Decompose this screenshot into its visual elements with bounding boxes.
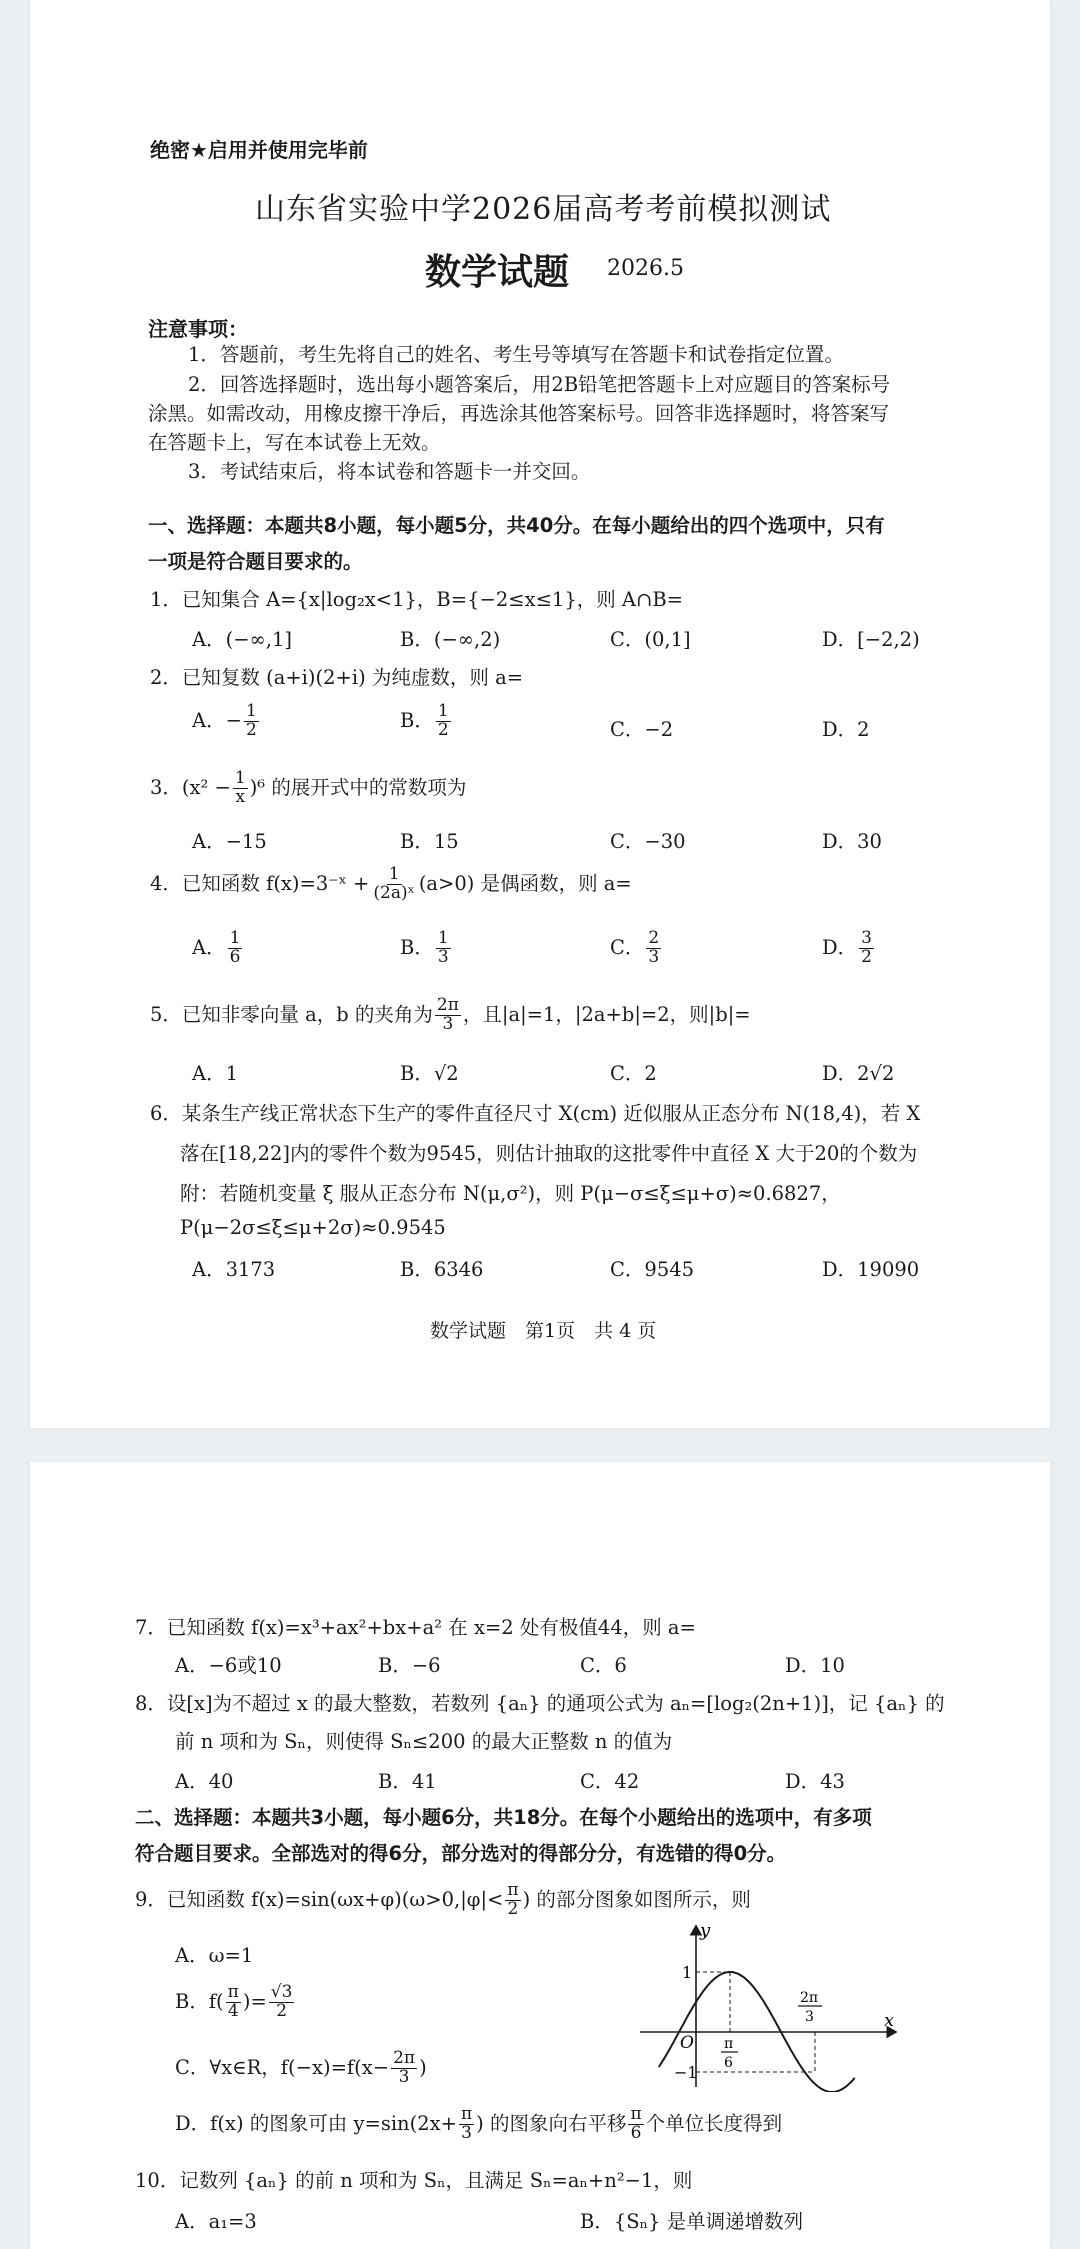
q9-b-fraction-1 xyxy=(226,1984,241,2021)
q4-option-d xyxy=(822,930,876,967)
q9-option-b xyxy=(175,1984,296,2021)
q7-option-c: C．6 xyxy=(580,1654,627,1677)
q5-option-d: D．2√2 xyxy=(822,1062,895,1085)
denominator: 3 xyxy=(437,946,449,967)
question-2-stem: 2．已知复数 (a+i)(2+i) 为纯虚数，则 a= xyxy=(150,666,524,689)
q4-a-fraction xyxy=(228,930,243,967)
numerator: 3 xyxy=(861,928,872,948)
q5-stem-post: ，且|a|=1，|2a+b|=2，则|b|= xyxy=(462,1002,751,1026)
exam-date: 2026.5 xyxy=(607,256,684,281)
q4-c-fraction xyxy=(646,930,661,967)
y-axis-label: y xyxy=(700,1922,711,1941)
q5-option-c: C．2 xyxy=(610,1062,657,1085)
denominator: 3 xyxy=(648,946,660,967)
question-8-line-1: 8．设[x]为不超过 x 的最大整数，若数列 {aₙ} 的通项公式为 aₙ=[log₂(2n+1)]，记 {aₙ} 的 xyxy=(135,1692,945,1715)
question-7-stem: 7．已知函数 f(x)=x³+ax²+bx+a² 在 x=2 处有极值44，则 a= xyxy=(135,1616,696,1639)
denominator: 3 xyxy=(442,1013,454,1034)
q4-b-label: B． xyxy=(400,935,434,959)
x-tick-2pi3-num: 2π xyxy=(800,1990,819,2006)
q9-d-mid: ) 的图象向右平移 xyxy=(476,2111,627,2135)
note-2-line-3: 在答题卡上，写在本试卷上无效。 xyxy=(148,431,441,454)
q9-stem-pre: 9．已知函数 f(x)=sin(ωx+φ)(ω>0,|φ|< xyxy=(135,1887,504,1911)
q2-option-b xyxy=(400,703,453,740)
q4-d-label: D． xyxy=(822,935,858,959)
q2-option-d: D．2 xyxy=(822,718,870,741)
exam-page-1 xyxy=(30,0,1050,1428)
x-tick-pi6-den: 6 xyxy=(724,2055,733,2071)
note-2-line-2: 涂黑。如需改动，用橡皮擦干净后，再选涂其他答案标号。回答非选择题时，将答案写 xyxy=(148,402,890,425)
denominator: 4 xyxy=(227,2000,239,2021)
q9-b-pre: B．f( xyxy=(175,1989,224,2013)
exam-page-2 xyxy=(30,1462,1050,2249)
numerator: 2 xyxy=(648,928,660,948)
q3-stem-pre: 3．(x² − xyxy=(150,775,231,799)
numerator: π xyxy=(630,2104,642,2124)
q4-option-c xyxy=(610,930,663,967)
question-6-line-3: 附：若随机变量 ξ 服从正态分布 N(μ,σ²)，则 P(μ−σ≤ξ≤μ+σ)≈0.6827， xyxy=(180,1182,841,1205)
q6-option-b: B．6346 xyxy=(400,1258,484,1281)
numerator: π xyxy=(227,1982,239,2002)
denominator: x xyxy=(235,786,246,807)
note-3: 3．考试结束后，将本试卷和答题卡一并交回。 xyxy=(188,460,591,483)
q9-stem-fraction xyxy=(505,1882,520,1919)
q8-option-c: C．42 xyxy=(580,1770,640,1793)
q2-a-label: A． xyxy=(192,708,226,732)
question-6-line-4: P(μ−2σ≤ξ≤μ+2σ)≈0.9545 xyxy=(180,1216,446,1239)
denominator: 2 xyxy=(245,719,257,740)
numerator: 1 xyxy=(437,928,449,948)
q1-option-d: D．[−2,2) xyxy=(822,628,920,651)
q9-d-fraction-2 xyxy=(628,2106,643,2143)
denominator: 6 xyxy=(630,2122,642,2143)
q2-a-sign: − xyxy=(225,708,242,732)
denominator: 2 xyxy=(861,946,872,967)
numerator: 1 xyxy=(388,864,400,884)
q10-option-b: B．{Sₙ} 是单调递增数列 xyxy=(580,2210,804,2233)
q9-c-post: ) xyxy=(419,2055,427,2079)
sine-graph-figure xyxy=(630,1922,910,2092)
q4-stem-post: (a>0) 是偶函数，则 a= xyxy=(418,871,632,895)
secret-label: 绝密★启用并使用完毕前 xyxy=(150,138,368,162)
denominator: 3 xyxy=(398,2066,410,2087)
q9-d-post: 个单位长度得到 xyxy=(645,2111,783,2135)
y-tick-neg-1: −1 xyxy=(674,2063,698,2082)
notes-heading: 注意事项： xyxy=(148,317,248,341)
note-1: 1．答题前，考生先将自己的姓名、考生号等填写在答题卡和试卷指定位置。 xyxy=(188,343,844,366)
question-3-stem xyxy=(150,770,466,807)
denominator: (2a)ˣ xyxy=(373,882,415,903)
q7-option-b: B．−6 xyxy=(378,1654,441,1677)
q4-d-fraction xyxy=(859,930,874,967)
q1-option-a: A．(−∞,1] xyxy=(192,628,292,651)
question-4-stem xyxy=(150,866,632,903)
q9-c-fraction xyxy=(391,2050,417,2087)
q7-option-d: D．10 xyxy=(785,1654,845,1677)
q4-option-b xyxy=(400,930,453,967)
q3-option-a: A．−15 xyxy=(192,830,267,853)
page-1-footer: 数学试题 第1页 共 4 页 xyxy=(430,1320,657,1342)
section-1-heading: 一、选择题：本题共8小题，每小题5分，共40分。在每小题给出的四个选项中，只有 xyxy=(148,514,885,537)
q2-b-label: B． xyxy=(400,708,434,732)
numerator: 1 xyxy=(245,701,257,721)
denominator: 2 xyxy=(276,2000,288,2021)
q8-option-d: D．43 xyxy=(785,1770,845,1793)
q3-option-c: C．−30 xyxy=(610,830,686,853)
q3-option-b: B．15 xyxy=(400,830,459,853)
q9-option-c xyxy=(175,2050,427,2087)
question-8-line-2: 前 n 项和为 Sₙ，则使得 Sₙ≤200 的最大正整数 n 的值为 xyxy=(175,1730,673,1753)
numerator: 1 xyxy=(437,701,449,721)
x-tick-2pi3-den: 3 xyxy=(805,2009,814,2025)
numerator: π xyxy=(507,1880,519,1900)
x-axis-label: x xyxy=(884,2010,895,2031)
q1-option-b: B．(−∞,2) xyxy=(400,628,501,651)
subject-title: 数学试题 xyxy=(425,252,570,293)
q2-a-fraction xyxy=(244,703,259,740)
q8-option-a: A．40 xyxy=(175,1770,234,1793)
q9-d-pre: D．f(x) 的图象可由 y=sin(2x+ xyxy=(175,2111,457,2135)
q9-option-a: A．ω=1 xyxy=(175,1944,254,1967)
q4-stem-pre: 4．已知函数 f(x)=3⁻ˣ + xyxy=(150,871,370,895)
section-2-heading-cont: 符合题目要求。全部选对的得6分，部分选对的得部分分，有选错的得0分。 xyxy=(135,1842,787,1865)
x-tick-pi6-num: π xyxy=(724,2036,734,2052)
question-10-stem: 10．记数列 {aₙ} 的前 n 项和为 Sₙ，且满足 Sₙ=aₙ+n²−1，则 xyxy=(135,2169,693,2192)
q9-b-mid: )= xyxy=(242,1989,267,2013)
denominator: 2 xyxy=(507,1898,519,1919)
q9-b-fraction-2 xyxy=(269,1984,295,2021)
q5-option-a: A．1 xyxy=(192,1062,238,1085)
question-9-stem xyxy=(135,1882,751,1919)
q8-option-b: B．41 xyxy=(378,1770,437,1793)
note-2-line-1: 2．回答选择题时，选出每小题答案后，用2B铅笔把答题卡上对应题目的答案标号 xyxy=(188,373,891,396)
denominator: 3 xyxy=(461,2122,472,2143)
q7-option-a: A．−6或10 xyxy=(175,1654,282,1677)
numerator: 2π xyxy=(436,995,459,1015)
q5-stem-fraction xyxy=(435,997,461,1034)
q2-option-a xyxy=(192,703,261,740)
question-5-stem xyxy=(150,997,751,1034)
denominator: 2 xyxy=(437,719,449,740)
q5-option-b: B．√2 xyxy=(400,1062,459,1085)
q6-option-a: A．3173 xyxy=(192,1258,276,1281)
denominator: 6 xyxy=(229,946,241,967)
origin-label: O xyxy=(680,2033,694,2053)
q6-option-d: D．19090 xyxy=(822,1258,920,1281)
q3-stem-fraction xyxy=(233,770,248,807)
q9-option-d xyxy=(175,2106,782,2143)
q4-c-label: C． xyxy=(610,935,645,959)
q4-stem-fraction xyxy=(371,866,416,903)
numerator: 2π xyxy=(393,2048,416,2068)
q5-stem-pre: 5．已知非零向量 a，b 的夹角为 xyxy=(150,1002,433,1026)
numerator: 1 xyxy=(229,928,241,948)
section-2-heading: 二、选择题：本题共3小题，每小题6分，共18分。在每个小题给出的选项中，有多项 xyxy=(135,1806,872,1829)
q10-option-a: A．a₁=3 xyxy=(175,2210,257,2233)
school-title: 山东省实验中学2026届高考考前模拟测试 xyxy=(255,192,832,227)
numerator: π xyxy=(460,2104,473,2124)
numerator: √3 xyxy=(270,1982,293,2002)
q9-c-pre: C．∀x∈R，f(−x)=f(x− xyxy=(175,2055,390,2079)
q9-d-fraction-1 xyxy=(459,2106,474,2143)
section-1-heading-cont: 一项是符合题目要求的。 xyxy=(148,550,363,573)
numerator: 1 xyxy=(234,768,246,788)
q4-a-label: A． xyxy=(192,935,226,959)
q4-b-fraction xyxy=(436,930,451,967)
q3-option-d: D．30 xyxy=(822,830,882,853)
q3-stem-post: )⁶ 的展开式中的常数项为 xyxy=(249,775,467,799)
q2-option-c: C．−2 xyxy=(610,718,674,741)
question-1-stem: 1．已知集合 A={x|log₂x<1}，B={−2≤x≤1}，则 A∩B= xyxy=(150,588,684,611)
question-6-line-2: 落在[18,22]内的零件个数为9545，则估计抽取的这批零件中直径 X 大于20的个数为 xyxy=(180,1142,918,1165)
q2-b-fraction xyxy=(436,703,451,740)
q6-option-c: C．9545 xyxy=(610,1258,695,1281)
q9-stem-post: ) 的部分图象如图所示，则 xyxy=(522,1887,751,1911)
question-6-line-1: 6．某条生产线正常状态下生产的零件直径尺寸 X(cm) 近似服从正态分布 N(18,4)，若 X xyxy=(150,1102,921,1125)
y-tick-1: 1 xyxy=(682,1963,693,1982)
q4-option-a xyxy=(192,930,244,967)
q1-option-c: C．(0,1] xyxy=(610,628,691,651)
